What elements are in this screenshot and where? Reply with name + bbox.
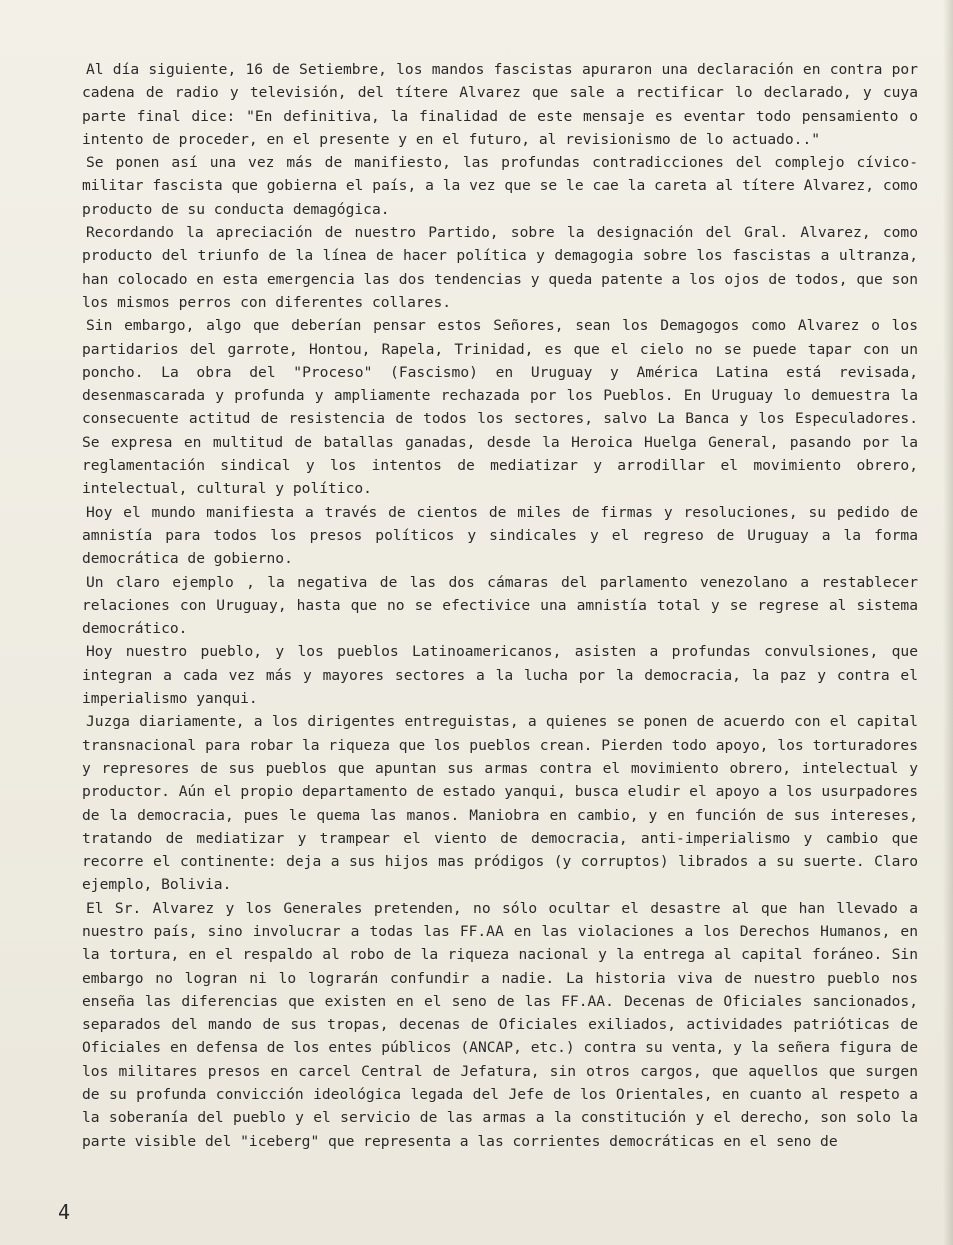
paragraph-9: El Sr. Alvarez y los Generales pretenden, no sólo ocultar el desastre al que han llevado a nuestro país, sino involucrar a todas las FF.AA en las violaciones a los Derechos Humanos, en la tortura, en el respaldo al robo de la riqueza nacional y la entrega al capital foráneo. Sin embargo no logran ni lo lograrán confundir a nadie. La historia viva de nuestro pueblo nos enseña las diferencias que existen en el seno de las FF.AA. Decenas de Oficiales sancionados, separados del mando de sus tropas, decenas de Oficiales exiliados, actividades patrióticas de Oficiales en defensa de los entes públicos (ANCAP, etc.) contra su venta, y la señera figura de los militares presos en carcel Central de Jefatura, sin otros cargos, que aquellos que surgen de su profunda convicción ideológica legada del Jefe de los Orientales, en cuanto al respeto a la soberanía del pueblo y el servicio de las armas a la constitución y el derecho, son solo la parte visible del "iceberg" que representa a las corrientes democráticas en el seno de <box>82 899 918 1150</box>
paragraph-6: Un claro ejemplo , la negativa de las dos cámaras del parlamento venezolano a restablecer relaciones con Uruguay, hasta que no se efectivice una amnistía total y se regrese al sistema democrático. <box>82 573 918 638</box>
body-text <box>82 58 918 1153</box>
page-number: 4 <box>58 1200 71 1224</box>
paragraph-3: Recordando la apreciación de nuestro Partido, sobre la designación del Gral. Alvarez, como producto del triunfo de la línea de hacer política y demagogia sobre los fascistas a ultranza, han colocado en esta emergencia las dos tendencias y queda patente a los ojos de todos, que son los mismos perros con diferentes collares. <box>82 224 918 311</box>
paragraph-5: Hoy el mundo manifiesta a través de cientos de miles de firmas y resoluciones, su pedido de amnistía para todos los presos políticos y sindicales y el regreso de Uruguay a la forma democrática de gobierno. <box>82 503 918 568</box>
paragraph-1: Al día siguiente, 16 de Setiembre, los mandos fascistas apuraron una declaración en contra por cadena de radio y televisión, del títere Alvarez que sale a rectificar lo declarado, y cuya parte final dice: "En definitiva, la finalidad de este mensaje es eventar todo pensamiento o intento de proceder, en el presente y en el futuro, al revisionismo de lo actuado.." <box>82 61 918 148</box>
paragraph-8: Juzga diariamente, a los dirigentes entreguistas, a quienes se ponen de acuerdo con el capital transnacional para robar la riqueza que los pueblos crean. Pierden todo apoyo, los torturadores y represores de sus pueblos que apuntan sus armas contra el movimiento obrero, intelectual y productor. Aún el propio departamento de estado yanqui, busca eludir el apoyo a los usurpadores de la democracia, pues le quema las manos. Maniobra en cambio, y en función de sus intereses, tratando de mediatizar y trampear el viento de democracia, anti-imperialismo y cambio que recorre el continente: deja a sus hijos mas pródigos (y corruptos) librados a su suerte. Claro ejemplo, Bolivia. <box>82 713 918 894</box>
page-edge-shadow <box>943 0 953 1245</box>
paragraph-4: Sin embargo, algo que deberían pensar estos Señores, sean los Demagogos como Alvarez o los partidarios del garrote, Hontou, Rapela, Trinidad, es que el cielo no se puede tapar con un poncho. La obra del "Proceso" (Fascismo) en Uruguay y América Latina está revisada, desenmascarada y profunda y ampliamente rechazada por los Pueblos. En Uruguay lo demuestra la consecuente actitud de resistencia de todos los sectores, salvo La Banca y los Especuladores. Se expresa en multitud de batallas ganadas, desde la Heroica Huelga General, pasando por la reglamentación sindical y los intentos de mediatizar y arrodillar el movimiento obrero, intelectual, cultural y político. <box>82 317 918 498</box>
paragraph-7: Hoy nuestro pueblo, y los pueblos Latinoamericanos, asisten a profundas convulsiones, que integran a cada vez más y mayores sectores a la lucha por la democracia, la paz y contra el imperialismo yanqui. <box>82 643 918 708</box>
paragraph-2: Se ponen así una vez más de manifiesto, las profundas contradicciones del complejo cívico-militar fascista que gobierna el país, a la vez que se le cae la careta al títere Alvarez, como producto de su conducta demagógica. <box>82 154 918 218</box>
